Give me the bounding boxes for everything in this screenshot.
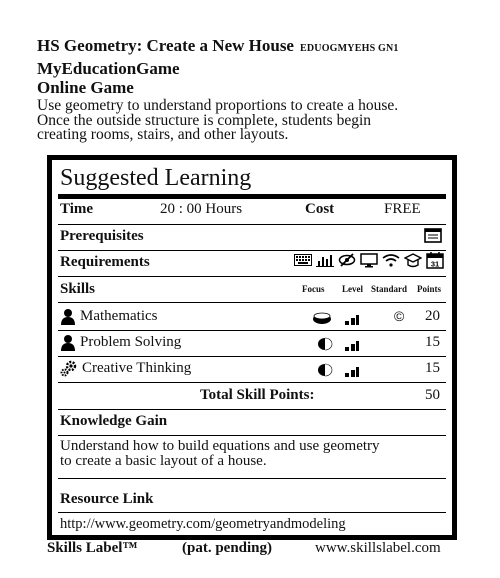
monitor-icon xyxy=(360,252,378,268)
divider xyxy=(58,330,446,331)
divider xyxy=(58,224,446,225)
provider-name: MyEducationGame xyxy=(37,59,180,78)
divider xyxy=(58,276,446,277)
skill-points: 15 xyxy=(425,360,440,376)
description-line: creating rooms, stairs, and other layouts. xyxy=(37,126,289,143)
calendar-icon xyxy=(426,252,444,268)
divider xyxy=(58,382,446,383)
course-header xyxy=(37,36,477,143)
prerequisites-label: Prerequisites xyxy=(60,228,144,244)
divider xyxy=(58,302,446,303)
standard-column-header: Standard xyxy=(371,284,408,294)
knowledge-gain-text xyxy=(60,439,444,469)
requirements-label: Requirements xyxy=(60,254,150,270)
divider xyxy=(58,478,446,479)
cost-label: Cost xyxy=(305,201,335,217)
card-title: Suggested Learning xyxy=(60,165,252,191)
skill-row xyxy=(60,360,444,380)
wifi-icon xyxy=(382,252,400,268)
divider xyxy=(58,409,446,410)
brand-label: Skills Label™ xyxy=(47,540,138,556)
total-value: 50 xyxy=(425,387,440,403)
description-line: Once the outside structure is complete, students begin xyxy=(37,111,372,129)
skill-row xyxy=(60,308,444,328)
time-cost-row xyxy=(60,201,444,221)
divider xyxy=(58,435,446,436)
course-format: Online Game xyxy=(37,78,134,97)
no-view-icon xyxy=(338,252,356,268)
standard-badge: © xyxy=(394,308,405,324)
requirement-icons xyxy=(294,252,444,268)
requirements-row xyxy=(60,254,444,274)
skills-label-card xyxy=(47,155,457,540)
knowledge-line: Understand how to build equations and use geometry xyxy=(60,438,380,454)
skill-points: 20 xyxy=(425,308,440,324)
skill-name: Creative Thinking xyxy=(82,360,192,376)
resource-link-label: Resource Link xyxy=(60,491,154,507)
focus-indicator xyxy=(317,363,333,382)
skill-row xyxy=(60,334,444,354)
points-column-header: Points xyxy=(417,284,442,294)
divider xyxy=(58,356,446,357)
resource-link[interactable]: http://www.geometry.com/geometryandmodeling xyxy=(60,516,346,532)
person-icon xyxy=(60,334,76,356)
level-indicator xyxy=(345,365,359,382)
time-label: Time xyxy=(60,201,94,217)
keyboard-icon xyxy=(294,252,312,268)
skill-points: 15 xyxy=(425,334,440,350)
prerequisites-row xyxy=(60,228,444,248)
focus-indicator xyxy=(317,337,333,356)
skill-name: Problem Solving xyxy=(80,334,182,350)
total-label: Total Skill Points: xyxy=(200,387,315,403)
description-line: Use geometry to understand proportions to create a house. xyxy=(37,97,399,114)
level-indicator xyxy=(345,339,359,356)
divider xyxy=(58,512,446,513)
skill-name: Mathematics xyxy=(80,308,158,324)
cost-value: FREE xyxy=(384,201,421,217)
course-title: HS Geometry: Create a New House xyxy=(37,36,294,55)
document-icon[interactable] xyxy=(424,228,442,248)
skills-label: Skills xyxy=(60,281,96,297)
level-column-header: Level xyxy=(342,284,363,294)
patent-note: (pat. pending) xyxy=(182,540,273,556)
divider xyxy=(58,250,446,251)
knowledge-line: to create a basic layout of a house. xyxy=(60,453,267,469)
focus-column-header: Focus xyxy=(302,284,325,294)
knowledge-gain-label: Knowledge Gain xyxy=(60,413,168,429)
gears-icon xyxy=(60,360,78,382)
course-code: EDUOGMYEHS GN1 xyxy=(299,43,399,54)
total-row xyxy=(60,387,444,407)
person-icon xyxy=(60,308,76,330)
graduation-cap-icon xyxy=(404,252,422,268)
skills-header-row xyxy=(60,281,444,301)
site-link[interactable]: www.skillslabel.com xyxy=(315,540,441,556)
level-indicator xyxy=(345,313,359,330)
time-value: 20 : 00 Hours xyxy=(160,201,243,217)
calendar-day: 31 xyxy=(430,259,440,268)
divider-thick xyxy=(58,194,446,199)
course-description xyxy=(37,99,467,143)
focus-indicator xyxy=(312,311,332,330)
bar-chart-icon xyxy=(316,252,334,268)
